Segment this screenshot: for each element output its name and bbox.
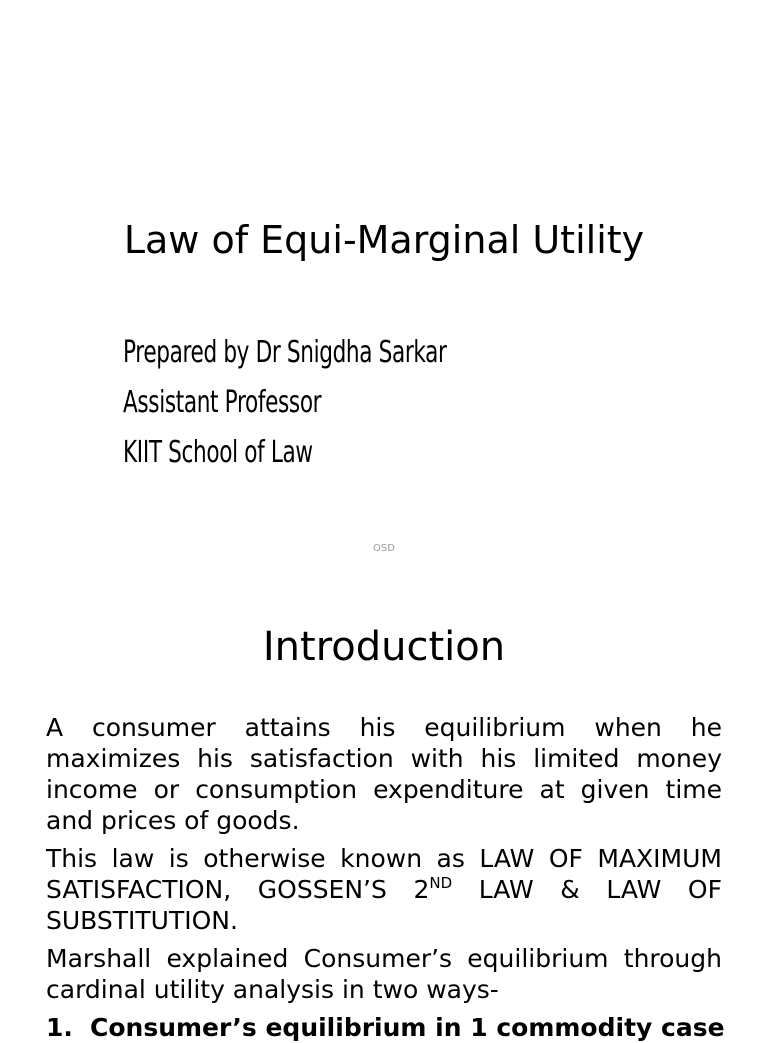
list-item-number: 1. xyxy=(46,1013,73,1042)
subtitle-line-author: Prepared by Dr Snigdha Sarkar xyxy=(123,335,447,370)
superscript-nd: ND xyxy=(429,874,453,892)
para2-text-end: LAW & LAW OF SUBSTITUTION. xyxy=(46,875,722,935)
subtitle-line-position: Assistant Professor xyxy=(123,385,322,420)
slide-body xyxy=(46,712,725,1043)
slide-footer: OSD xyxy=(373,543,395,554)
paragraph-marshall: Marshall explained Consumer’s equilibrium through cardinal utility analysis in two ways- xyxy=(46,944,722,1004)
subtitle-block xyxy=(123,333,447,483)
para2-text-start: This law is otherwise known as LAW OF MAXIMUM SATISFACTION, GOSSEN’S 2 xyxy=(46,844,722,904)
slide-heading: Introduction xyxy=(262,624,506,670)
paragraph-equilibrium: A consumer attains his equilibrium when he maximizes his satisfaction with his limited money income or consumption expenditure at given time and prices of goods. xyxy=(46,713,722,835)
slide-title: Law of Equi-Marginal Utility xyxy=(123,218,645,262)
paragraph-also-known xyxy=(46,843,722,936)
subtitle-line-institution: KIIT School of Law xyxy=(123,435,313,470)
list-item xyxy=(46,1012,725,1043)
list-item-text: Consumer’s equilibrium in 1 commodity case xyxy=(90,1013,725,1042)
introduction-slide xyxy=(0,576,768,1042)
